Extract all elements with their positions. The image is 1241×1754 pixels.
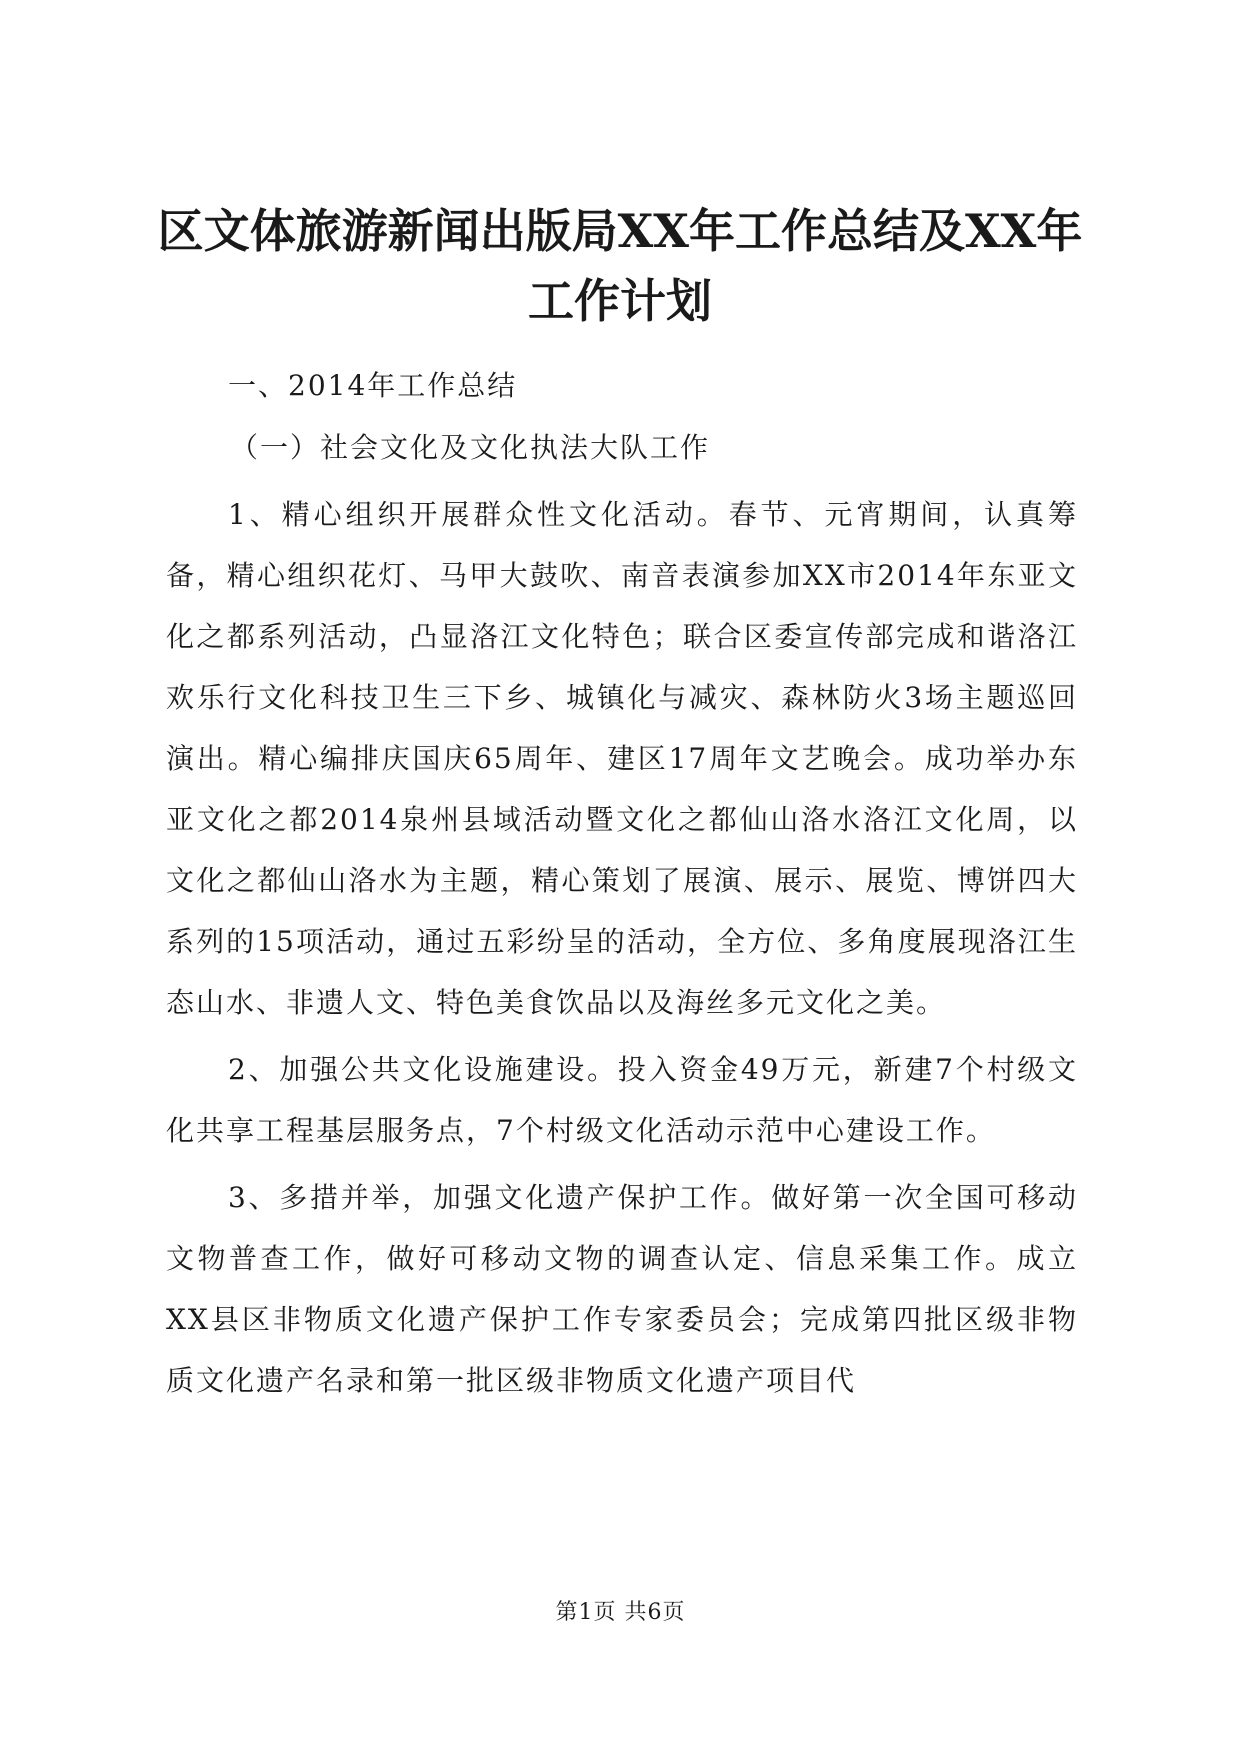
paragraph-2: 2、加强公共文化设施建设。投入资金49万元，新建7个村级文化共享工程基层服务点，7个村级文化活动示范中心建设工作。 <box>166 1053 1078 1147</box>
document-body <box>166 355 1078 1411</box>
subsection-heading: （一）社会文化及文化执法大队工作 <box>230 431 711 464</box>
paragraph-3: 3、多措并举，加强文化遗产保护工作。做好第一次全国可移动文物普查工作，做好可移动文物的调查认定、信息采集工作。成立XX县区非物质文化遗产保护工作专家委员会；完成第四批区级非物质文化遗产名录和第一批区级非物质文化遗产项目代 <box>166 1181 1078 1397</box>
section-heading: 一、2014年工作总结 <box>228 369 518 402</box>
page-footer: 第1页 共6页 <box>555 1600 686 1625</box>
paragraph-1: 1、精心组织开展群众性文化活动。春节、元宵期间，认真筹备，精心组织花灯、马甲大鼓吹、南音表演参加XX市2014年东亚文化之都系列活动，凸显洛江文化特色；联合区委宣传部完成和谐洛江欢乐行文化科技卫生三下乡、城镇化与减灾、森林防火3场主题巡回演出。精心编排庆国庆65周年、建区17周年文艺晚会。成功举办东亚文化之都2014泉州县域活动暨文化之都仙山洛水洛江文化周，以文化之都仙山洛水为主题，精心策划了展演、展示、展览、博饼四大系列的15项活动，通过五彩纷呈的活动，全方位、多角度展现洛江生态山水、非遗人文、特色美食饮品以及海丝多元文化之美。 <box>166 498 1078 1019</box>
document-title: 区文体旅游新闻出版局XX年工作总结及XX年工作计划 <box>157 204 1083 328</box>
